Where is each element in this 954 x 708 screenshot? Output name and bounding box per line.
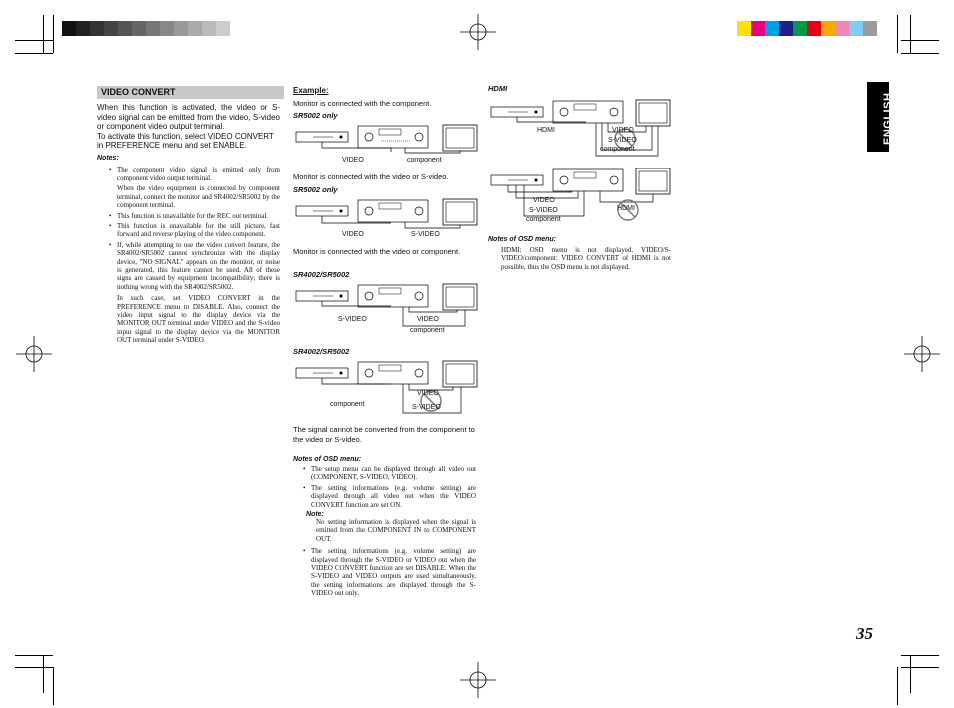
activation-paragraph: To activate this function, select VIDEO CONVERT in PREFERENCE menu and set ENABLE. — [97, 131, 274, 151]
osd-notes-list-2 — [293, 547, 476, 597]
hdmi-d1-label-out2: S-VIDEO — [608, 137, 637, 144]
color-swatch — [821, 21, 835, 36]
monitor-icon — [636, 168, 670, 194]
example4-model: SR4002/SR5002 — [293, 347, 350, 356]
diagram4-label-out2: S-VIDEO — [412, 404, 441, 411]
example2-caption: Monitor is connected with the video or S-video. — [293, 172, 449, 181]
dvd-player-icon — [491, 175, 543, 185]
gray-swatch — [202, 21, 216, 36]
notes-title: Notes: — [97, 154, 119, 162]
note-item: • The component video signal is emitted only from component video output terminal. When the video equipment is connected by component terminal, connect the monitor and SR4002/SR5002 by the component terminal. — [117, 166, 280, 210]
gray-swatch — [76, 21, 90, 36]
connection-diagram-1 — [293, 121, 483, 169]
osd-notes-block — [293, 456, 476, 600]
note-item: • This function is unavailable for the still picture, fast forward and reverse playing of the video component. — [117, 222, 280, 239]
diagram2-label-in: VIDEO — [342, 231, 364, 238]
hdmi-d1-label-in: HDMI — [537, 127, 555, 134]
note-extra: In such case, set VIDEO CONVERT in the PREFERENCE menu to DISABLE. Also, connect the video input signal to the display device via the MONITOR OUT terminal under VIDEO and the S-video input signal to the display device via the MONITOR OUT terminal under S-VIDEO. — [117, 294, 280, 345]
color-swatch — [779, 21, 793, 36]
note-text: No setting information is displayed when the signal is emitted from the COMPONENT IN to COMPONENT OUT. — [316, 518, 476, 543]
diagram4-label-in: component — [330, 401, 365, 408]
receiver-icon — [553, 169, 623, 191]
hdmi-osd-notes-block — [488, 236, 671, 271]
monitor-icon — [443, 361, 477, 387]
section-heading: VIDEO CONVERT — [97, 86, 284, 99]
connection-diagram-3 — [293, 280, 483, 340]
registration-target-right — [904, 336, 940, 372]
hdmi-d2-label-out: HDMI — [617, 205, 635, 212]
color-swatch — [849, 21, 863, 36]
hdmi-d2-label-in2: S-VIDEO — [529, 207, 558, 214]
hdmi-diagram-2 — [488, 168, 678, 224]
example1-caption: Monitor is connected with the component. — [293, 99, 432, 108]
osd-note-item: • The setting informations (e.g. volume setting) are displayed through the S-VIDEO or VIDEO out when the VIDEO CONVERT function are set DISABLE. When the S-VIDEO and VIDEO outputs are used simultaneously, the setting informations are displayed through the S-VIDEO out only. — [311, 547, 476, 597]
gray-swatch — [118, 21, 132, 36]
receiver-icon — [358, 200, 428, 222]
hdmi-title: HDMI — [488, 84, 508, 93]
color-swatch — [863, 21, 877, 36]
left-column — [97, 103, 280, 347]
example3-caption: Monitor is connected with the video or component. — [293, 247, 461, 256]
color-swatch — [807, 21, 821, 36]
receiver-icon — [358, 362, 428, 384]
intro-paragraph: When this function is activated, the video or S-video signal can be emitted from the video, S-video or component video output terminal. — [97, 103, 280, 132]
gray-swatch — [216, 21, 230, 36]
color-registration-bar — [737, 21, 877, 36]
hdmi-d1-label-out1: VIDEO — [612, 127, 634, 134]
registration-target-left — [16, 336, 52, 372]
color-swatch — [737, 21, 751, 36]
hdmi-d1-label-out3: component — [600, 146, 635, 153]
monitor-icon — [636, 100, 670, 126]
connection-diagram-2 — [293, 195, 483, 243]
monitor-icon — [443, 199, 477, 225]
registration-target-top — [460, 14, 496, 50]
diagram1-label-out: component — [407, 157, 442, 164]
osd-notes-list — [293, 465, 476, 509]
grayscale-registration-bar — [62, 21, 230, 36]
note-item: • If, while attempting to use the video convert feature, the SR4002/SR5002 cannot synchronize with the display device, "NO SIGNAL" appears on the monitor, or noise is generated, this feature cannot be used. All of these signs are caused by equipment incompatibility; there is nothing wrong with the SR4002/SR5002. In such case, set VIDEO CONVERT in the PREFERENCE menu to DISABLE. Also, connect the video input signal to the display device via the MONITOR OUT terminal under VIDEO and the S-video input signal to the display device via the MONITOR OUT terminal under S-VIDEO. — [117, 241, 280, 345]
dvd-player-icon — [296, 291, 348, 301]
note-extra: When the video equipment is connected by component terminal, connect the monitor and SR4002/SR5002 by the component terminal. — [117, 184, 280, 210]
diagram3-label-in: S-VIDEO — [338, 316, 367, 323]
note-item: • This function is unavailable for the REC out terminal. — [117, 212, 280, 220]
hdmi-d2-label-in1: VIDEO — [533, 197, 555, 204]
gray-swatch — [62, 21, 76, 36]
dvd-player-icon — [296, 132, 348, 142]
receiver-icon — [553, 101, 623, 123]
page-number: 35 — [856, 624, 873, 643]
receiver-icon — [358, 285, 428, 307]
osd-note-item: • The setup menu can be displayed through all video out (COMPONENT, S-VIDEO, VIDEO). — [311, 465, 476, 482]
gray-swatch — [174, 21, 188, 36]
notes-list — [97, 166, 280, 345]
example2-model: SR5002 only — [293, 185, 338, 194]
color-swatch — [751, 21, 765, 36]
dvd-player-icon — [491, 107, 543, 117]
monitor-icon — [443, 125, 477, 151]
receiver-icon — [358, 126, 428, 148]
gray-swatch — [104, 21, 118, 36]
diagram3-label-out2: component — [410, 327, 445, 334]
gray-swatch — [132, 21, 146, 36]
monitor-icon — [443, 284, 477, 310]
registration-target-bottom — [460, 662, 496, 698]
diagram4-label-out1: VIDEO — [417, 390, 439, 397]
diagram3-label-out1: VIDEO — [417, 316, 439, 323]
diagram2-label-out: S-VIDEO — [411, 231, 440, 238]
dvd-player-icon — [296, 368, 348, 378]
hdmi-diagram-1 — [488, 96, 678, 160]
cannot-convert-text: The signal cannot be converted from the component to the video or S-video. — [293, 425, 475, 444]
note-title: Note: — [306, 511, 324, 519]
hdmi-d2-label-in3: component — [526, 216, 561, 223]
gray-swatch — [90, 21, 104, 36]
example1-model: SR5002 only — [293, 111, 338, 120]
language-tab — [867, 82, 894, 152]
hdmi-osd-text: HDMI: OSD menu is not displayed. VIDEO/S-VIDEO/component: VIDEO CONVERT of HDMI is not possible, thus the OSD menu is not displayed. — [501, 246, 671, 271]
osd-notes-title: Notes of OSD menu: — [293, 456, 362, 463]
dvd-player-icon — [296, 206, 348, 216]
color-swatch — [835, 21, 849, 36]
hdmi-osd-title: Notes of OSD menu: — [488, 236, 557, 243]
osd-note-item: • The setting informations (e.g. volume setting) are displayed through all video out when the VIDEO CONVERT function are set ON. — [311, 484, 476, 509]
example-title: Example: — [293, 86, 329, 95]
color-swatch — [793, 21, 807, 36]
gray-swatch — [160, 21, 174, 36]
gray-swatch — [188, 21, 202, 36]
language-tab-label: ENGLISH — [882, 92, 894, 145]
example3-model: SR4002/SR5002 — [293, 270, 350, 279]
gray-swatch — [146, 21, 160, 36]
connection-diagram-4 — [293, 357, 483, 421]
diagram1-label-in: VIDEO — [342, 157, 364, 164]
color-swatch — [765, 21, 779, 36]
